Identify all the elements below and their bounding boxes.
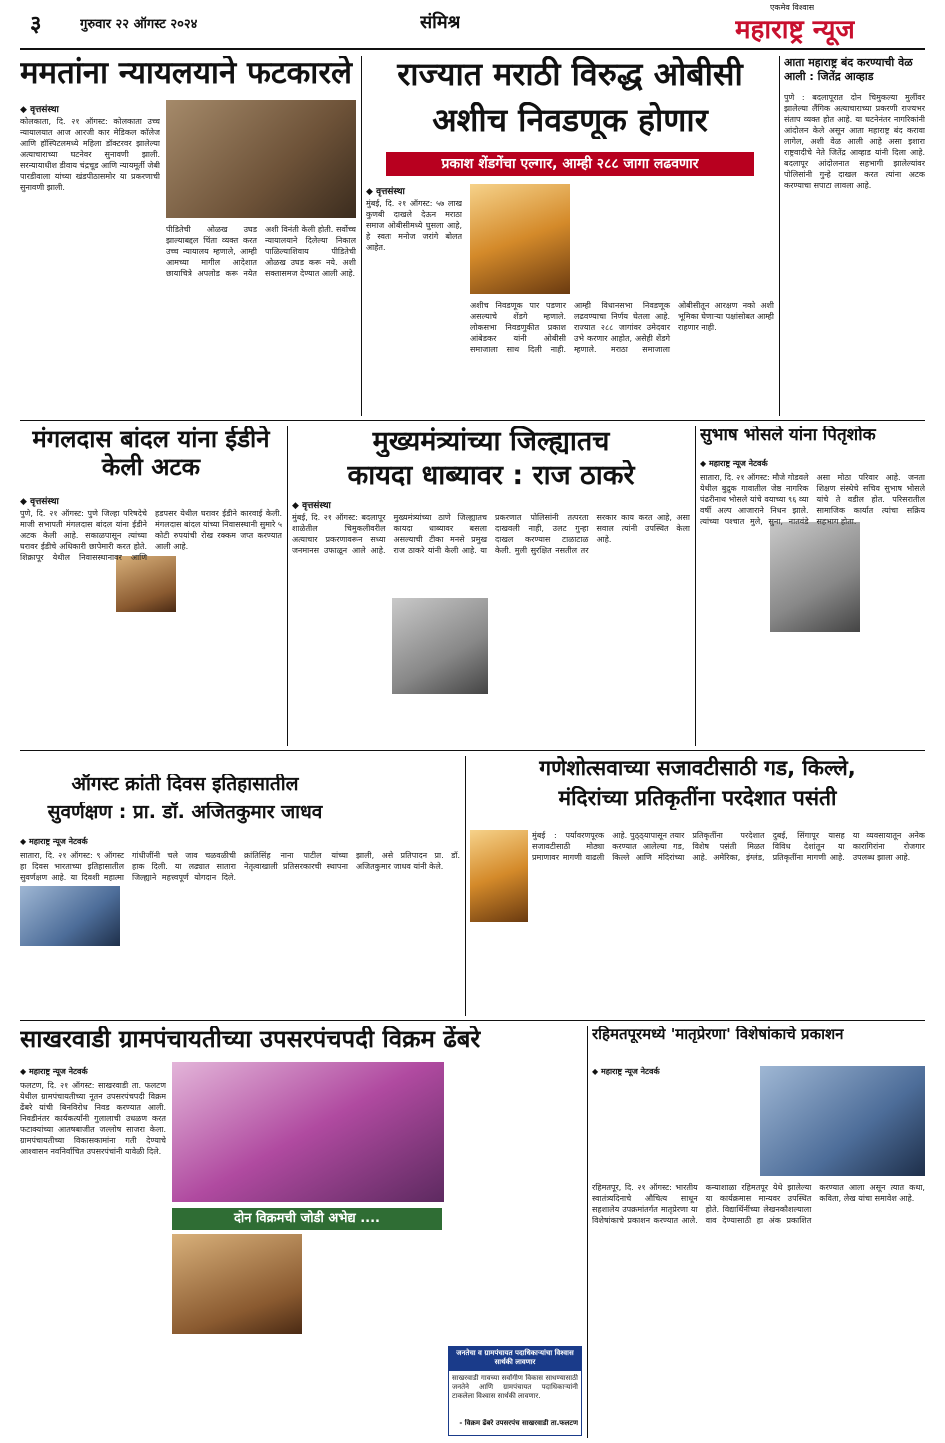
headline-line1: मुख्यमंत्र्यांच्या जिल्ह्यातच: [372, 426, 610, 457]
duo-photo: [172, 1234, 302, 1334]
article-bandal: [20, 426, 282, 746]
body-text: सातारा, दि. २१ ऑगस्ट: मौजे गोडवले येथील बुद्रुक गावातील जेष्ठ नागरिक पंढरीनाथ भोसले यांचे वयाच्या ९६ व्या वर्षी अल्प आजाराने निधन झाले. त्यांच्या पश्चात मुले, सुना, नातवंडे असा मोठा परिवार आहे. जनता शिक्षण संस्थेचे सचिव सुभाष भोसले यांचे ते वडील होत. परिसरातील सामाजिक कार्यात त्यांचा सक्रिय सहभाग होता.: [700, 473, 925, 526]
article-august-kranti: [20, 756, 460, 1016]
body-text: रहिमतपूर, दि. २१ ऑगस्ट: भारतीय स्वातंत्र्यदिनाचे औचित्य साधून सहशालेय उपक्रमांतर्गत मातृप्रेरणा या विशेषांकाचे प्रकाशन करण्यात आले. कन्याशाळा रहिमतपूर येथे झालेल्या या कार्यक्रमास मान्यवर उपस्थित होते. विद्यार्थिनींच्या लेखनकौशल्याला वाव देण्यासाठी हा अंक प्रकाशित करण्यात आला असून त्यात कथा, कविता, लेख यांचा समावेश आहे.: [592, 1183, 925, 1225]
celebration-photo: [172, 1062, 444, 1202]
masthead: [0, 0, 945, 48]
banner: दोन विक्रमची जोडी अभेद्य ....: [172, 1208, 442, 1230]
bullet-icon: ◆: [20, 497, 31, 507]
headline: ममतांना न्यायलयाने फटकारले: [20, 56, 353, 91]
body-text: फलटण, दि. २१ ऑगस्ट: साखरवाडी ता. फलटण येथील ग्रामपंचायतीच्या नूतन उपसरपंचपदी विक्रम ढेंबरे यांची बिनविरोध निवड करण्यात आली. निवडीनंतर कार्यकर्त्यांनी गुलालाची उधळण करत फटाक्यांच्या आतषबाजीत जल्लोष साजरा केला. ग्रामपंचायतीच्या विकासकामांना गती देण्याचे आश्वासन नवनिर्वाचित उपसरपंचांनी यावेळी दिले.: [20, 1081, 166, 1156]
headline: सुभाष भोसले यांना पितृशोक: [700, 426, 876, 445]
bullet-icon: ◆: [20, 1067, 29, 1076]
bullet-icon: ◆: [700, 459, 709, 468]
headline: साखरवाडी ग्रामपंचायतीच्या उपसरपंचपदी विक्रम ढेंबरे: [20, 1026, 481, 1053]
col-divider: [361, 56, 362, 416]
article-bhosale: [700, 426, 925, 746]
headline-line1: राज्यात मराठी विरुद्ध ओबीसी: [397, 56, 743, 93]
masthead-rule: [20, 48, 925, 50]
article-sakharwadi: [20, 1026, 582, 1438]
headline: रहिमतपूरमध्ये 'मातृप्रेरणा' विशेषांकाचे प्रकाशन: [592, 1026, 844, 1043]
page-number: ३: [30, 12, 42, 37]
body-text: सातारा, दि. २१ ऑगस्ट: ९ ऑगस्ट हा दिवस भारताच्या इतिहासातील सुवर्णक्षण आहे. या दिवशी महात्मा गांधीजींनी चले जाव चळवळीची हाक दिली. या लढ्यात सातारा जिल्ह्याने महत्त्वपूर्ण योगदान दिले. क्रांतिसिंह नाना पाटील यांच्या नेतृत्वाखाली प्रतिसरकारची स्थापना झाली, असे प्रतिपादन प्रा. डॉ. अजितकुमार जाधव यांनी केले.: [20, 851, 460, 882]
agency: ◆ वृत्तसंस्था: [366, 187, 405, 197]
issue-date: गुरुवार २२ ऑगस्ट २०२४: [80, 17, 198, 32]
body-text: पीडितेची ओळख उघड झाल्याबद्दल चिंता व्यक्त करत उच्च न्यायालय म्हणाले, आम्ही आमच्या मागील आदेशात छायाचित्रे अपलोड करू नयेत अशी विनंती केली होती. सर्वोच्च न्यायालयाने दिलेल्या निकाल पाळिल्याशिवाय पीडितेची ओळख उघड करू नये. अशी सक्तासमज देण्यात आली आहे.: [166, 225, 356, 278]
agency: ◆ महाराष्ट्र न्यूज नेटवर्क: [592, 1067, 660, 1076]
bullet-icon: ◆: [592, 1067, 601, 1076]
bullet-icon: ◆: [20, 837, 29, 846]
box-body: साखरवाडी गावच्या सर्वांगीण विकास साधण्यासाठी जनतेने आणि ग्रामपंचायत पदाधिकाऱ्यांनी टाकलेला विश्वास सार्थकी लावणार.: [452, 1374, 578, 1400]
headline: मंगलदास बांदल यांना ईडीने केली अटक: [32, 426, 270, 481]
headline-line2: सुवर्णक्षण : प्रा. डॉ. अजितकुमार जाधव: [47, 802, 323, 823]
col-divider: [465, 756, 466, 1016]
col-divider: [287, 426, 288, 746]
row-divider: [20, 750, 925, 751]
bullet-icon: ◆: [20, 105, 31, 115]
article-mamata: [20, 56, 356, 416]
row-divider: [20, 420, 925, 421]
headline-line2: मंदिरांच्या प्रतिकृतींना परदेशात पसंती: [558, 786, 837, 810]
col-divider: [587, 1026, 588, 1438]
section-title: संमिश्र: [420, 12, 461, 33]
body-text: पुणे, दि. २१ ऑगस्ट: पुणे जिल्हा परिषदेचे माजी सभापती मंगलदास बांदल यांना ईडीने अटक केली आहे. सकाळपासून त्यांच्या घरावर ईडीचे अधिकारी छापेमारी करत होते. शिक्रापूर येथील निवासस्थानावर आणि हडपसर येथील घरावर ईडीने कारवाई केली. मंगलदास बांदल यांच्या निवासस्थानी सुमारे ५ कोटी रुपयांची रोख रक्कम जप्त करण्यात आली आहे.: [20, 509, 282, 562]
headline-line1: गणेशोत्सवाच्या सजावटीसाठी गड, किल्ले,: [539, 756, 856, 780]
headline-line2: कायदा धाब्यावर : राज ठाकरे: [347, 460, 635, 491]
row-divider: [20, 1020, 925, 1021]
body-text: मुंबई, दि. २१ ऑगस्ट: बदलापूर शाळेतील चिमुकलीवरील अत्याचार प्रकरणावरून सध्या जनमानस उफाळून आले आहे. मुख्यमंत्र्यांच्या ठाणे जिल्ह्यातच कायदा धाब्यावर बसला असल्याची टीका मनसे प्रमुख राज ठाकरे यांनी केली आहे. या प्रकरणात पोलिसांनी तत्परता दाखवली नाही, उलट गुन्हा दाखल करण्यास टाळाटाळ केली. मुली सुरक्षित नसतील तर सरकार काय करत आहे, असा सवाल त्यांनी उपस्थित केला आहे.: [292, 513, 690, 555]
col-divider: [779, 56, 780, 416]
agency: ◆ वृत्तसंस्था: [20, 497, 59, 507]
agency: ◆ महाराष्ट्र न्यूज नेटवर्क: [20, 837, 88, 846]
info-box: [448, 1346, 582, 1436]
article-obc: [366, 56, 774, 416]
article-ganeshotsav: [470, 756, 925, 1016]
headline-line2: अशीच निवडणूक होणार: [432, 102, 708, 139]
article-raj-thackeray: [292, 426, 690, 746]
box-signature: - विक्रम ढेंबरे उपसरपंच साखरवाडी ता.फलटण: [459, 1419, 578, 1427]
bullet-icon: ◆: [366, 187, 377, 197]
lead-text: मुंबई, दि. २१ ऑगस्ट: ५७ लाख कुणबी दाखले देऊन मराठा समाज ओबीसीमध्ये घुसला आहे, हे स्वतः मनोज जरांगे बोलत आहेत.: [366, 199, 462, 252]
ganesh-decor-photo: [470, 830, 528, 922]
bullet-icon: ◆: [292, 501, 303, 511]
subhead-banner: प्रकाश शेंडगेंचा एल्गार, आम्ही २८८ जागा लढवणार: [386, 152, 754, 176]
mamata-photo: [166, 100, 356, 218]
agency: ◆ महाराष्ट्र न्यूज नेटवर्क: [20, 1067, 88, 1076]
agency: ◆ वृत्तसंस्था: [292, 501, 331, 511]
agency: ◆ महाराष्ट्र न्यूज नेटवर्क: [700, 459, 768, 468]
brand-tagline: एकमेव विश्वास: [770, 3, 815, 12]
shendge-photo: [470, 184, 570, 294]
headline: आता महाराष्ट्र बंद करण्याची वेळ आली : जितेंद्र आव्हाड: [784, 56, 913, 83]
article-rahimatpur: [592, 1026, 925, 1438]
article-awhad: [784, 56, 925, 416]
headline-line1: ऑगस्ट क्रांती दिवस इतिहासातील: [71, 774, 299, 795]
box-title: जनतेचा व ग्रामपंचायत पदाधिकाऱ्यांचा विश्वास सार्थकी लावणार: [449, 1347, 581, 1371]
body-text: पुणे : बदलापूरात दोन चिमुकल्या मुलींवर झालेल्या लैंगिक अत्याचाराच्या प्रकरणी राज्यभर संताप व्यक्त होत आहे. या घटनेनंतर नागरिकांनी आंदोलन केले असून आता महाराष्ट्र बंद करावा लागेल, अशी वेळ आली आहे असा इशारा राष्ट्रवादीचे नेते जितेंद्र आव्हाड यांनी दिला आहे. बदलापूर आंदोलनात सहभागी झालेल्यांवर पोलिसांनी गुन्हे दाखल करत त्यांना अटक करण्याचा सपाटा लावला आहे.: [784, 93, 925, 190]
col-divider: [695, 426, 696, 746]
body-text: अशीच निवडणूक पार पडणार असल्याचे शेंडगे म्हणाले. लोकसभा निवडणुकीत प्रकाश आंबेडकर यांनी ओबीसी समाजाला साथ दिली नाही. आम्ही विधानसभा निवडणूक लढवण्याचा निर्णय घेतला आहे. राज्यात २८८ जागांवर उमेदवार उभे करणार आहोत, असेही शेंडगे म्हणाले. मराठा समाजाला ओबीसीतून आरक्षण नको अशी भूमिका घेणाऱ्या पक्षांसोबत आम्ही राहणार नाही.: [470, 301, 774, 354]
agency: ◆ वृत्तसंस्था: [20, 105, 59, 115]
body-text: मुंबई : पर्यावरणपूरक सजावटीसाठी मोठ्या प्रमाणावर मागणी वाढली आहे. पुठ्ठ्यापासून तयार करण्यात आलेल्या गड, किल्ले आणि मंदिरांच्या प्रतिकृतींना परदेशात विशेष पसंती मिळत आहे. अमेरिका, इंग्लंड, दुबई, सिंगापूर यासह विविध देशांतून या प्रतिकृतींना मागणी आहे. या व्यवसायातून अनेक कारागिरांना रोजगार उपलब्ध झाला आहे.: [532, 831, 925, 862]
release-event-photo: [760, 1066, 925, 1176]
brand-logo: महाराष्ट्र न्यूज: [735, 15, 855, 45]
lead-text: कोलकाता, दि. २१ ऑगस्ट: कोलकाता उच्च न्यायालयात आज आरजी कार मेडिकल कॉलेज आणि हॉस्पिटलमध्ये महिला डॉक्टरवर झालेल्या अत्याचाराच्या घटनेवर सुनावणी झाली. सरन्यायाधीश डीवाय चंद्रचूड आणि न्यायमूर्ती जेबी पारडीवाला यांच्या खंडपीठासमोर या प्रकरणाची सुनावणी झाली.: [20, 117, 160, 192]
